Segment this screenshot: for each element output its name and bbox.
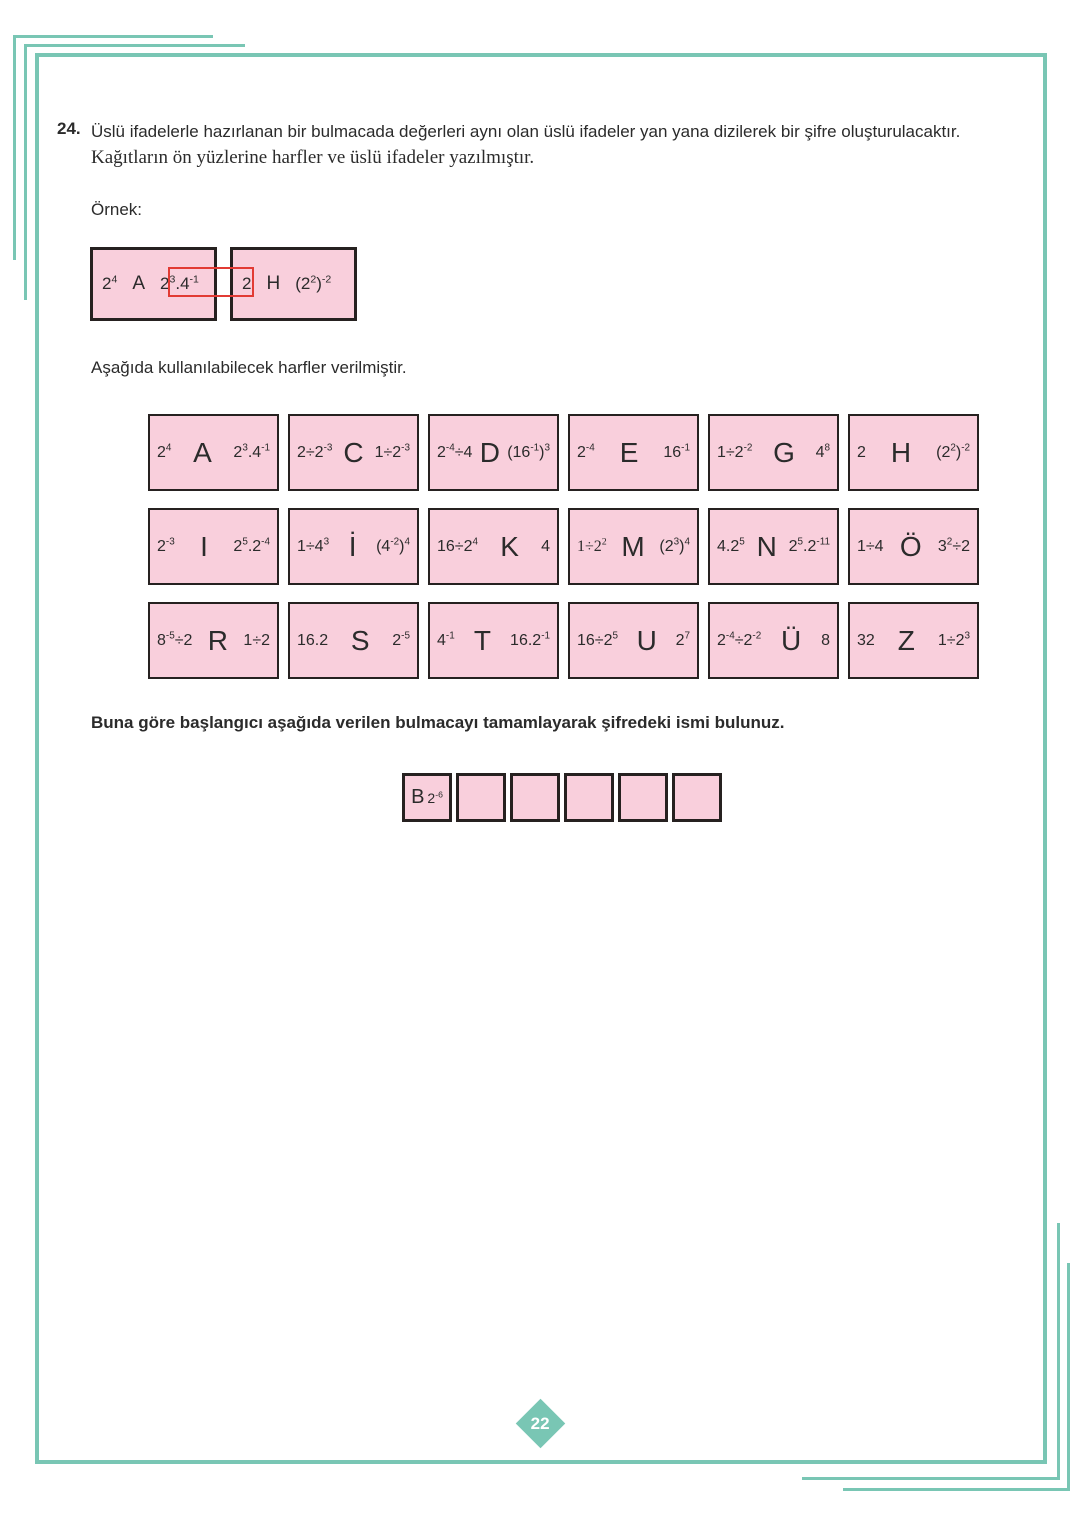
card-letter: Ö	[899, 530, 922, 562]
letter-card-grid	[148, 414, 979, 679]
puzzle-box-B	[402, 773, 452, 822]
card-right-expression: $(4^{-2})^4$	[376, 536, 410, 555]
letter-card-T	[428, 602, 559, 679]
card-left-expression: $4.2^5$	[717, 536, 745, 555]
letter-card-H	[848, 414, 979, 491]
card-right-expression: $16^{-1}$	[663, 442, 690, 461]
letter-card-R	[148, 602, 279, 679]
puzzle-box-row	[402, 773, 722, 822]
card-letter: H	[890, 436, 912, 468]
frame-top-left-outer-v	[13, 35, 16, 260]
card-right-expression: $16.2^{-1}$	[510, 630, 550, 649]
puzzle-letter: B	[411, 786, 425, 808]
frame-top-left-inner-v	[24, 44, 27, 300]
card-right-expression: $4^8$	[815, 442, 830, 461]
puzzle-value: $2^{-6}$	[427, 788, 443, 806]
letter-card-K	[428, 508, 559, 585]
card-letter: A	[193, 436, 212, 468]
instruction-text: Buna göre başlangıcı aşağıda verilen bulmacayı tamamlayarak şifredeki ismi bulunuz.	[91, 713, 785, 732]
card-letter: K	[500, 530, 519, 562]
card-right-expression: $2^{-5}$	[392, 630, 410, 649]
letter-card-S	[288, 602, 419, 679]
card-right-expression: 4	[541, 537, 550, 555]
card-letter: Ü	[781, 624, 802, 656]
question-line-2: Kağıtların ön yüzlerine harfler ve üslü ifadeler yazılmıştır.	[91, 147, 535, 168]
card-left-expression: $1\div 4^3$	[297, 536, 330, 555]
page-number: 22	[531, 1413, 550, 1433]
card-letter: Z	[897, 624, 915, 656]
card-left-expression: $1\div 2^{-2}$	[717, 442, 753, 461]
puzzle-box-empty-1	[456, 773, 506, 822]
card-right-expression: $1\div 2^3$	[937, 630, 970, 649]
question-number: 24.	[57, 119, 81, 138]
card-left-expression: 1÷4	[857, 537, 884, 555]
card-left-expression: $2\div 2^{-3}$	[297, 442, 333, 461]
letter-card-Ü	[708, 602, 839, 679]
card-left-expression: 2	[857, 443, 866, 461]
card-letter: G	[773, 436, 795, 468]
letter-card-N	[708, 508, 839, 585]
card-left-expression: $2^{-4}\div 4$	[437, 442, 473, 461]
card-letter: E	[619, 436, 639, 468]
puzzle-box-empty-5	[672, 773, 722, 822]
example-left-expression: 2	[242, 274, 252, 293]
matching-values-highlight	[168, 267, 254, 297]
card-right-expression: $2^7$	[675, 630, 690, 649]
letters-intro-text: Aşağıda kullanılabilecek harfler verilmiştir.	[91, 358, 407, 377]
card-right-expression: 8	[821, 631, 830, 649]
card-right-expression: $2^3.4^{-1}$	[233, 442, 270, 461]
card-left-expression: $2^{-4}\div 2^{-2}$	[717, 630, 762, 649]
puzzle-box-empty-3	[564, 773, 614, 822]
letter-card-G	[708, 414, 839, 491]
card-right-expression: $(2^3)^4$	[659, 536, 690, 555]
card-left-expression: 16.2	[297, 631, 329, 649]
question-line-1: Üslü ifadelerle hazırlanan bir bulmacada değerleri aynı olan üslü ifadeler yan yana dizilerek bir şifre oluşturulacaktır.	[91, 122, 961, 141]
card-left-expression: $4^{-1}$	[437, 630, 455, 649]
letter-card-U	[568, 602, 699, 679]
frame-bottom-right-outer-h	[843, 1488, 1070, 1491]
letter-card-M	[568, 508, 699, 585]
card-letter: T	[473, 624, 491, 656]
card-right-expression: $1\div 2^{-3}$	[374, 442, 410, 461]
letter-card-İ	[288, 508, 419, 585]
letter-card-Ö	[848, 508, 979, 585]
card-right-expression: $(16^{-1})^3$	[507, 442, 550, 461]
frame-bottom-right-inner-h	[802, 1477, 1060, 1480]
card-left-expression: $16\div 2^4$	[437, 536, 478, 555]
example-right-expression: $2^3.4^{-1}$	[160, 273, 199, 293]
frame-top-left-outer-h	[13, 35, 213, 38]
card-letter: I	[200, 530, 208, 562]
card-left-expression: $2^{-4}$	[577, 442, 595, 461]
puzzle-box-empty-2	[510, 773, 560, 822]
card-letter: U	[636, 624, 657, 656]
card-left-expression: 32	[857, 631, 875, 649]
card-left-expression: $2^{-3}$	[157, 536, 175, 555]
frame-bottom-right-outer-v	[1067, 1263, 1070, 1491]
puzzle-box-empty-4	[618, 773, 668, 822]
letter-card-E	[568, 414, 699, 491]
card-left-expression: $8^{-5}\div 2$	[157, 630, 193, 649]
card-right-expression: $2^5.2^{-11}$	[788, 536, 830, 555]
question-text	[91, 119, 1036, 171]
letter-card-Z	[848, 602, 979, 679]
letter-card-D	[428, 414, 559, 491]
card-right-expression: $(2^2)^{-2}$	[936, 442, 970, 461]
example-right-expression: $(2^2)^{-2}$	[295, 273, 332, 293]
card-right-expression: $2^5.2^{-4}$	[233, 536, 270, 555]
card-left-expression: $16\div 2^5$	[577, 630, 618, 649]
card-left-expression: $2^4$	[157, 442, 172, 461]
letter-card-I	[148, 508, 279, 585]
example-label: Örnek:	[91, 200, 143, 219]
card-letter: İ	[348, 530, 357, 562]
example-letter: A	[132, 273, 146, 294]
card-letter: M	[621, 530, 645, 562]
letter-card-C	[288, 414, 419, 491]
card-right-expression: 1÷2	[243, 631, 270, 649]
card-letter: D	[479, 436, 500, 468]
example-left-expression: $2^4$	[102, 273, 118, 293]
card-right-expression: $3^2\div 2$	[937, 536, 970, 555]
frame-bottom-right-inner-v	[1057, 1223, 1060, 1480]
frame-top-left-inner-h	[24, 44, 245, 47]
example-letter: H	[266, 273, 281, 294]
card-letter: N	[756, 530, 777, 562]
card-letter: C	[343, 436, 364, 468]
card-letter: R	[207, 624, 229, 656]
letter-card-A	[148, 414, 279, 491]
card-left-expression: $1\div 2^2$	[577, 536, 607, 555]
card-letter: S	[350, 624, 370, 656]
